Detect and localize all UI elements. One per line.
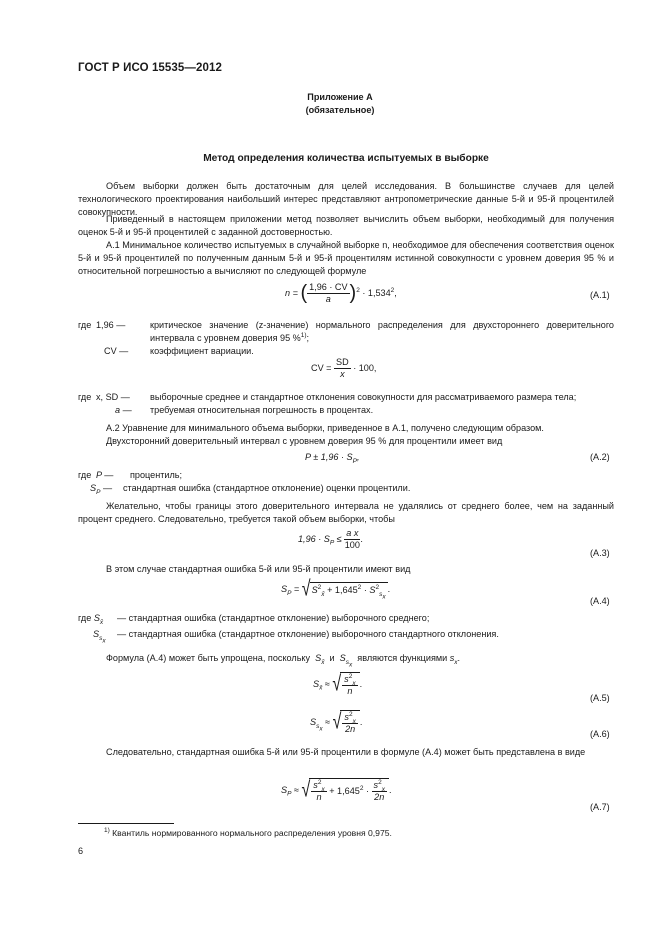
equation-a4: $S_P = √S^2_{x̄} + 1,645^2 \cdot S^2_{s_x}$. — [281, 578, 391, 602]
equation-a3: $1,96 \cdot S_P$ ≤ $\frac{\text{a x}}{100}$ . — [298, 528, 363, 550]
paragraph-a2: А.2 Уравнение для минимального объема выборки, приведенное в А.1, получено следующим образом. — [106, 423, 544, 433]
def-3-term: x, SD — — [96, 392, 130, 402]
equation-number-a6: (А.6) — [590, 729, 610, 739]
paragraph-simplify: Формула (А.4) может быть упрощена, поскольку $S_{x̄}$ и $S_{s_x}$ являются функциями $s_x$. — [106, 653, 461, 669]
equation-number-a1: (А.1) — [590, 290, 610, 300]
def-6-term: $S_P$ — — [90, 483, 113, 496]
equation-cv: CV = $\frac{SD}{x}$ · 100, — [311, 357, 377, 379]
document-id: ГОСТ Р ИСО 15535—2012 — [78, 62, 223, 74]
def-6-text: стандартная ошибка (стандартное отклонение) оценки процентили. — [123, 483, 411, 493]
def-7-text: — стандартная ошибка (стандартное отклонение) выборочного среднего; — [117, 613, 430, 623]
annex-subtitle: (обязательное) — [305, 105, 375, 115]
where-label-4: где $S_{x̄}$ — [78, 613, 104, 626]
equation-a7: $S_P$ ≈ √ $\frac{s^2_x}{n}$ + $1,645^2$ · $\frac{s^2_x}{2n}$ . — [281, 778, 392, 802]
def-1-text: критическое значение (z-значение) нормального распределения для двухстороннего доверительного интервала с уровнем доверия 95 %$^{1)}$; — [150, 320, 614, 343]
def-2-term: CV — — [104, 346, 129, 356]
paragraph-interval: Двухсторонний доверительный интервал с уровнем доверия 95 % для процентили имеет вид — [106, 436, 503, 446]
equation-number-a2: (А.2) — [590, 452, 610, 462]
annex-title: Приложение А — [307, 92, 373, 102]
def-1-term: 1,96 — — [96, 320, 126, 330]
paragraph-desired: Желательно, чтобы границы этого доверительного интервала не удалялись от среднего более, чем на заданный процент среднего. Следовательно, требуется такой объем выборки, чтобы — [78, 501, 614, 525]
equation-a2: $P \pm 1,96 \cdot S_P$, — [305, 452, 360, 465]
where-label-2: где — [78, 392, 92, 402]
def-2-text: коэффициент вариации. — [150, 346, 254, 356]
section-title: Метод определения количества испытуемых в выборке — [203, 153, 489, 164]
equation-a5: $S_{x̄}$ ≈ √ $\frac{s^2_x}{n}$ . — [313, 672, 363, 696]
footnote: $^{1)}$ Квантиль нормированного нормального распределения уровня 0,975. — [104, 827, 392, 838]
footnote-separator — [78, 823, 174, 824]
page-number: 6 — [78, 846, 84, 856]
paragraph-2: Приведенный в настоящем приложении метод позволяет вычислить объем выборки, необходимый для получения оценок 5-й и 95-й процентилей с заданной достоверностью. — [78, 214, 614, 238]
def-4-term: a — — [115, 405, 132, 415]
equation-number-a4: (А.4) — [590, 596, 610, 606]
equation-a1: n = ( $\frac{1,96 \cdot CV}{a}$ )$^2 \cdot 1,534^2$, — [285, 282, 397, 304]
paragraph-1: Объем выборки должен быть достаточным для целей исследования. В большинстве случаев для целей технологического проектирования наибольший интерес представляют антропометрические данные 5-й и 95-й процентилей совокупности. — [78, 181, 614, 218]
paragraph-a1: А.1 Минимальное количество испытуемых в случайной выборке n, необходимое для обеспечения соответствия оценок 5-й и 95-й процентилей по полученным данным 5-й и 95-й процентилям истинной совокупности с уровнем доверия 95 % и относительной погрешностью a вычисляют по следующей формуле — [78, 240, 614, 277]
equation-number-a7: (А.7) — [590, 802, 610, 812]
def-5-text: процентиль; — [130, 470, 183, 480]
equation-number-a3: (А.3) — [590, 548, 610, 558]
def-5-term: P — — [96, 470, 114, 480]
where-label: где — [78, 320, 92, 330]
def-4-text: требуемая относительная погрешность в процентах. — [150, 405, 374, 415]
def-3-text: выборочные среднее и стандартное отклонения совокупности для рассматриваемого размера тела; — [150, 392, 577, 402]
def-8-text: — стандартная ошибка (стандартное отклонение) выборочного стандартного отклонения. — [117, 629, 499, 639]
equation-number-a5: (А.5) — [590, 693, 610, 703]
paragraph-therefore: Следовательно, стандартная ошибка 5-й или 95-й процентили в формуле (А.4) может быть представлена в виде — [106, 747, 586, 757]
equation-a6: $S_{s_x}$ ≈ √ $\frac{s^2_x}{2n}$ . — [310, 710, 363, 734]
where-label-3: где — [78, 470, 92, 480]
def-8-term: $S_{s_x}$ — [93, 629, 106, 645]
paragraph-stderr: В этом случае стандартная ошибка 5-й или 95-й процентили имеют вид — [106, 564, 411, 574]
